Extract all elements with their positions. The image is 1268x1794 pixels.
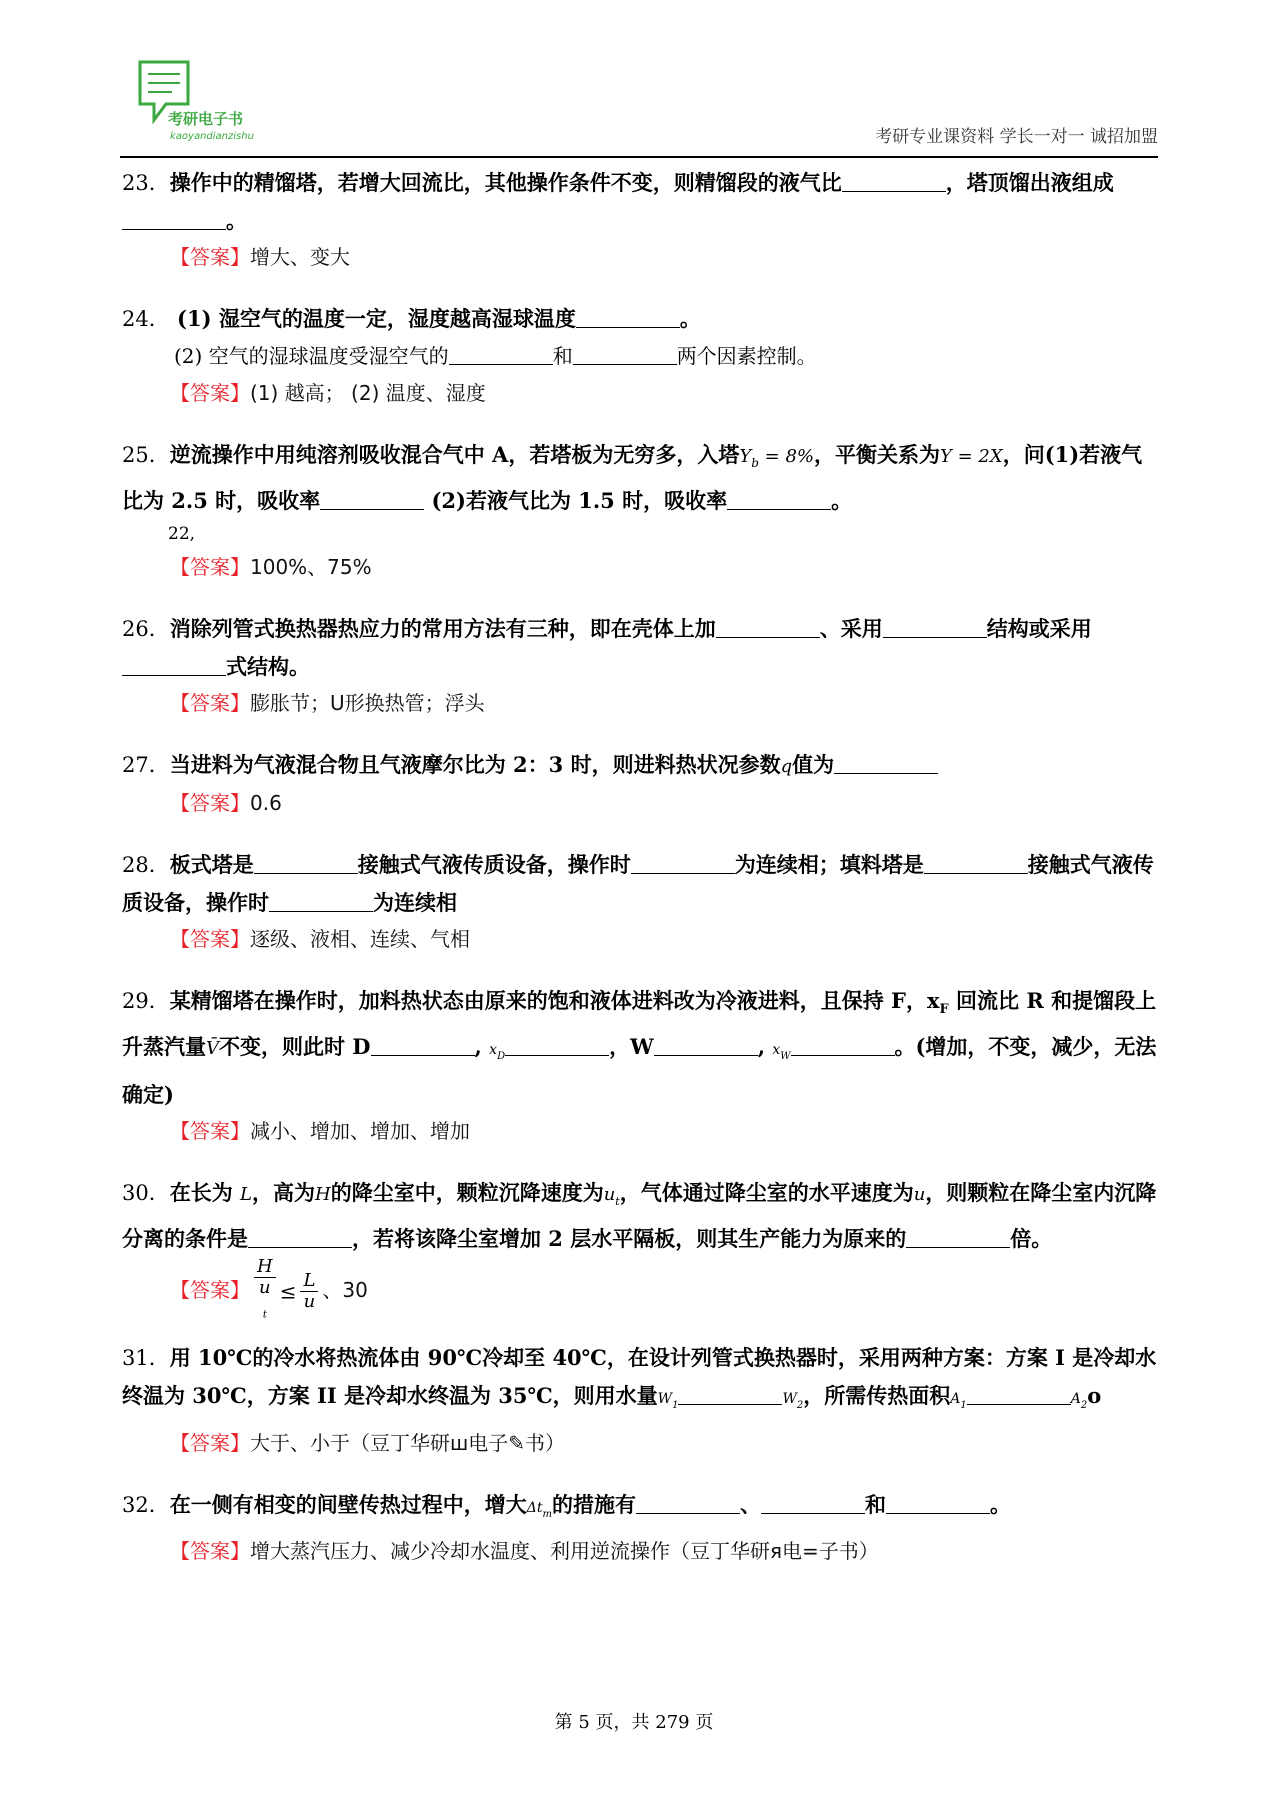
question-24-part-2: (2) 空气的湿球温度受湿空气的 和 两个因素控制。 (174, 344, 817, 368)
blank (505, 1035, 609, 1056)
blank (716, 617, 820, 638)
answer-24: 【答案】(1) 越高； (2) 温度、湿度 (170, 381, 486, 405)
question-30: 30．在长为 L，高为H的降尘室中，颗粒沉降速度为$u_t$，气体通过降尘室的水平速度为u，则颗粒在降尘室内沉降分离的条件是 ，若将该降尘室增加 2 层水平隔板，则其生产能力为原来的 倍。 (122, 1179, 1157, 1251)
page-content (122, 164, 1158, 1570)
blank (842, 171, 946, 192)
fraction-l-over-u: $\frac{L}{u}$ (300, 1271, 318, 1312)
blank (924, 853, 1028, 874)
fraction-h-over-ut: H u $_t$ (254, 1257, 276, 1326)
blank (122, 655, 226, 676)
question-26: 26．消除列管式换热器热应力的常用方法有三种，即在壳体上加 、采用 结构或采用式结构。 (122, 616, 1092, 680)
blank (967, 1384, 1071, 1405)
answer-26: 【答案】膨胀节；U形换热管；浮头 (170, 691, 485, 716)
answer-32: 【答案】增大蒸汽压力、减少冷却水温度、利用逆流操作（豆丁华研я电=子书） (170, 1538, 879, 1563)
blank (371, 1035, 475, 1056)
blank (122, 209, 226, 230)
question-24: 24． (1) 湿空气的温度一定，湿度越高湿球温度 。 (122, 306, 701, 331)
blank (727, 489, 831, 510)
blank (269, 891, 373, 912)
question-23: 23．操作中的精馏塔，若增大回流比，其他操作条件不变，则精馏段的液气比 ，塔顶馏出液组成。 (122, 170, 1114, 233)
blank (320, 489, 424, 510)
answer-31: 【答案】大于、小于（豆丁华研ш电子✎书） (170, 1430, 566, 1455)
blank (631, 853, 735, 874)
answer-27: 【答案】0.6 (170, 791, 282, 816)
blank (254, 853, 358, 874)
blank (636, 1493, 740, 1514)
stray-note: 22, (168, 524, 196, 545)
question-27: 27．当进料为气液混合物且气液摩尔比为 2：3 时，则进料热状况参数q值为 (122, 746, 1158, 785)
question-31: 31．用 10℃的冷水将热流体由 90℃冷却至 40℃，在设计列管式换热器时，采用两种方案：方案 I 是冷却水终温为 30℃，方案 II 是冷却水终温为 35℃，则用水量$W_1$ $W_2$，所需传热面积$A_1$ $A_2o$ (122, 1345, 1157, 1412)
blank (761, 1493, 865, 1514)
header-rule (120, 156, 1158, 158)
question-32: 32．在一侧有相变的间壁传热过程中，增大$\Delta t_m$的措施有 、 和 。 (122, 1491, 1011, 1520)
header-tagline: 考研专业课资料 学长一对一 诚招加盟 (875, 127, 1158, 147)
page-number: 第 5 页，共 279 页 (554, 1712, 714, 1733)
answer-28: 【答案】逐级、液相、连续、气相 (170, 927, 470, 952)
question-25: 25．逆流操作中用纯溶剂吸收混合气中 A，若塔板为无穷多，入塔$Y_b = 8\%$，平衡关系为Y = 2X，问(1)若液气比为 2.5 时，吸收率 (2)若液气比为 1.5 时，吸收率 。 (122, 442, 1143, 514)
blank (678, 1384, 782, 1405)
blank (573, 344, 677, 365)
answer-23: 【答案】增大、变大 (170, 245, 350, 269)
answer-25: 【答案】100%、75% (170, 555, 372, 580)
question-28: 28．板式塔是 接触式气液传质设备，操作时 为连续相；填料塔是 接触式气液传质设备，操作时 为连续相 (122, 852, 1154, 916)
answer-29: 【答案】减小、增加、增加、增加 (170, 1118, 470, 1143)
answer-30: 【答案】 H u $_t$ ≤ $\frac{L}{u}$ 、30 (122, 1257, 1158, 1326)
blank (906, 1227, 1010, 1248)
blank (886, 1493, 990, 1514)
blank (883, 617, 987, 638)
logo-name: 考研电子书 (168, 110, 244, 128)
blank (654, 1035, 758, 1056)
blank (791, 1035, 895, 1056)
blank (248, 1227, 352, 1248)
question-29: 29．某精馏塔在操作时，加料热状态由原来的饱和液体进料改为冷液进料，且保持 F，$x_F$ 回流比 R 和提馏段上升蒸汽量V̄不变，则此时 D , $x_D$ ，W , $x_W$ 。(增加，不变，减少，无法确定) (122, 988, 1157, 1107)
page-header (120, 58, 1158, 158)
blank (834, 753, 938, 774)
blank (576, 307, 680, 328)
logo-subtitle: kaoyandianzishu (170, 131, 254, 142)
blank (449, 344, 553, 365)
